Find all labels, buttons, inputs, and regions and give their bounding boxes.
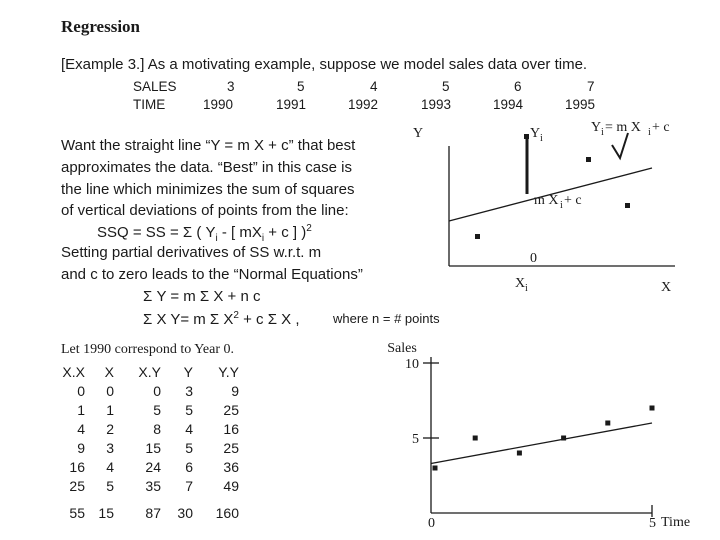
- time-row-label: TIME: [133, 97, 166, 112]
- sums-cell: 25: [69, 477, 85, 494]
- eq2-sup: 2: [233, 310, 239, 321]
- sales-value: 4: [370, 79, 378, 94]
- sums-cell: 16: [69, 458, 85, 475]
- sums-header: Y: [183, 363, 193, 380]
- sums-cell: 5: [185, 439, 193, 456]
- sales-row-label: SALES: [133, 79, 177, 94]
- ssq-equation-start: SSQ = SS = Σ ( Y: [97, 224, 216, 241]
- year-zero-note: Let 1990 correspond to Year 0.: [61, 342, 235, 357]
- normal-equation-1: Σ Y = m Σ X + n c: [143, 288, 261, 305]
- year-value: 1994: [493, 97, 524, 112]
- intro-text: [Example 3.] As a motivating example, suppose we model sales data over time.: [61, 56, 588, 73]
- sales-value: 6: [514, 79, 522, 94]
- chart-point: [473, 436, 478, 441]
- line-eq-sub: i: [648, 127, 651, 138]
- slide-title: Regression: [61, 17, 141, 36]
- sums-cell: 5: [153, 401, 161, 418]
- body-text-line: Want the straight line “Y = m X + c” that best: [61, 137, 356, 154]
- concept-y-label: Y: [413, 126, 424, 141]
- year-value: 1993: [421, 97, 452, 112]
- year-value: 1991: [276, 97, 307, 112]
- x-tick-label: 0: [428, 516, 435, 531]
- normal-equation-2-end: + c Σ X ,: [238, 311, 300, 328]
- sums-total: 160: [215, 504, 239, 521]
- sums-cell: 15: [145, 439, 161, 456]
- sums-cell: 7: [185, 477, 193, 494]
- fit-label-sub: i: [560, 200, 563, 211]
- chart-point: [433, 466, 438, 471]
- normal-equation-2-start: Σ X Y= m Σ X: [143, 311, 234, 328]
- fit-label: m X: [534, 193, 559, 208]
- sales-value: 5: [297, 79, 305, 94]
- concept-x-label: X: [661, 280, 672, 295]
- ssq-sup: 2: [306, 223, 312, 234]
- xi-label: X: [515, 276, 526, 291]
- year-value: 1995: [565, 97, 596, 112]
- sums-header: Y.Y: [218, 363, 239, 380]
- concept-origin-label: 0: [530, 251, 537, 266]
- sales-value: 7: [587, 79, 595, 94]
- line-eq-end: + c: [652, 120, 670, 135]
- sums-cell: 1: [77, 401, 85, 418]
- yi-sub: i: [540, 133, 543, 144]
- sums-cell: 3: [185, 382, 193, 399]
- sums-cell: 4: [77, 420, 85, 437]
- chart-point: [650, 406, 655, 411]
- yi-label: Y: [530, 126, 541, 141]
- y-tick-label: 10: [405, 357, 419, 372]
- line-eq-y: Y: [591, 120, 602, 135]
- sums-cell: 49: [223, 477, 239, 494]
- sums-cell: 25: [223, 401, 239, 418]
- body-text-line: Setting partial derivatives of SS w.r.t. m: [61, 244, 322, 261]
- sums-cell: 4: [185, 420, 193, 437]
- sums-cell: 24: [145, 458, 161, 475]
- chart-y-label: Sales: [387, 341, 417, 356]
- sums-cell: 4: [106, 458, 114, 475]
- sums-total: 55: [69, 504, 85, 521]
- ssq-equation-end: + c ] ): [264, 224, 307, 241]
- year-value: 1992: [348, 97, 379, 112]
- line-eq-mid: = m X: [605, 120, 641, 135]
- sums-cell: 5: [106, 477, 114, 494]
- year-value: 1990: [203, 97, 234, 112]
- ssq-sub: i: [261, 233, 265, 244]
- body-text-line: and c to zero leads to the “Normal Equations”: [61, 266, 363, 283]
- sums-cell: 3: [106, 439, 114, 456]
- sums-cell: 9: [231, 382, 239, 399]
- sums-cell: 36: [223, 458, 239, 475]
- sums-cell: 25: [223, 439, 239, 456]
- sums-cell: 9: [77, 439, 85, 456]
- sums-cell: 0: [77, 382, 85, 399]
- ssq-sub: i: [215, 233, 218, 244]
- chart-point: [517, 451, 522, 456]
- sums-cell: 1: [106, 401, 114, 418]
- ssq-equation-mid: - [ mX: [217, 224, 262, 241]
- sums-cell: 35: [145, 477, 161, 494]
- sales-value: 3: [227, 79, 235, 94]
- sums-cell: 16: [223, 420, 239, 437]
- sums-cell: 5: [185, 401, 193, 418]
- xi-sub: i: [525, 283, 528, 294]
- sums-header: X.Y: [138, 363, 161, 380]
- line-eq-sub: i: [601, 127, 604, 138]
- y-tick-label: 5: [412, 432, 419, 447]
- sums-total: 87: [145, 504, 161, 521]
- sums-header: X: [104, 363, 114, 380]
- body-text-line: the line which minimizes the sum of squares: [61, 181, 355, 198]
- chart-fit-line: [431, 423, 652, 464]
- chart-layer: [405, 357, 656, 531]
- where-note: where n = # points: [333, 311, 440, 326]
- chart-point: [561, 436, 566, 441]
- sums-cell: 2: [106, 420, 114, 437]
- sums-total: 15: [98, 504, 114, 521]
- sums-cell: 8: [153, 420, 161, 437]
- x-tick-label: 5: [649, 516, 656, 531]
- chart-point: [605, 421, 610, 426]
- sums-cell: 0: [106, 382, 114, 399]
- sums-cell: 0: [153, 382, 161, 399]
- body-text-line: of vertical deviations of points from the line:: [61, 202, 349, 219]
- sums-cell: 6: [185, 458, 193, 475]
- body-text-line: approximates the data. “Best” in this case is: [61, 159, 352, 176]
- sums-header: X.X: [62, 363, 85, 380]
- chart-x-label: Time: [661, 515, 691, 530]
- sales-value: 5: [442, 79, 450, 94]
- sums-total: 30: [177, 504, 193, 521]
- fit-label-end: + c: [564, 193, 582, 208]
